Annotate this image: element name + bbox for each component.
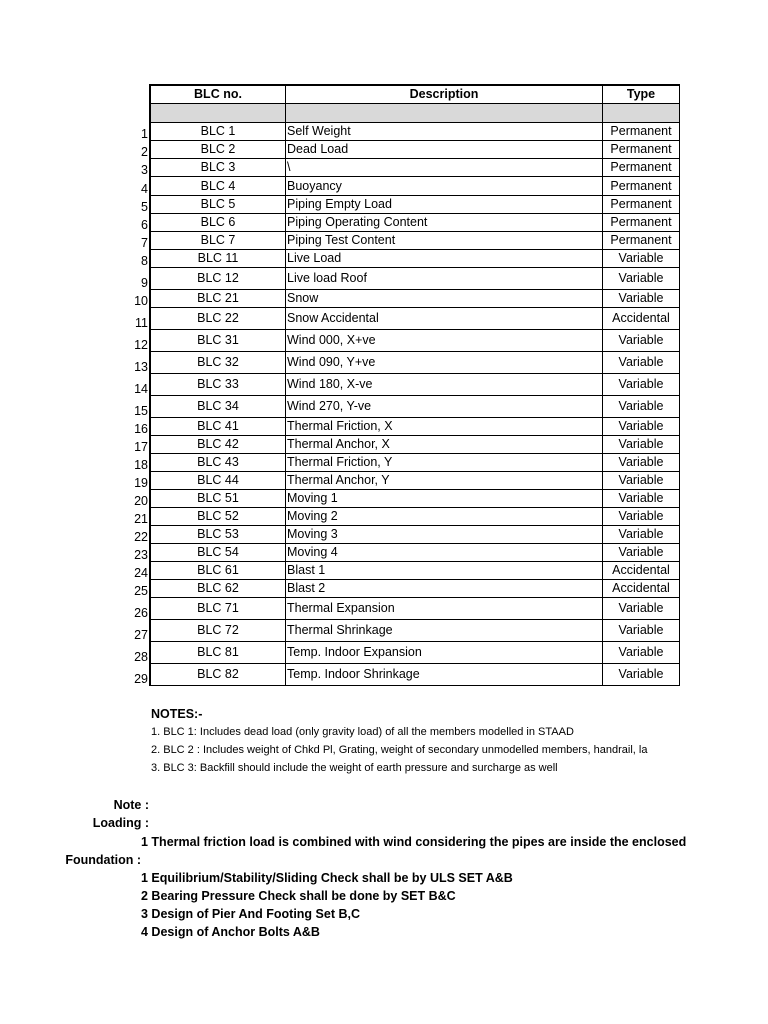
table-header-row [151, 86, 679, 104]
table-row [151, 598, 679, 620]
table-row [151, 250, 679, 268]
table-row [151, 526, 679, 544]
row-number: 9 [141, 276, 148, 290]
description-cell: Blast 2 [286, 580, 603, 597]
loading-label: Loading : [92, 816, 149, 830]
table-row [151, 454, 679, 472]
description-cell: \ [286, 159, 603, 176]
blc-no-cell: BLC 41 [151, 418, 286, 435]
foundation-item: 1 Equilibrium/Stability/Sliding Check shall be by ULS SET A&B [141, 871, 513, 885]
row-number: 21 [134, 512, 148, 526]
spacer-cell [603, 104, 679, 122]
note-line: 3. BLC 3: Backfill should include the weight of earth pressure and surcharge as well [151, 762, 558, 774]
row-number: 16 [134, 422, 148, 436]
description-cell: Wind 180, X-ve [286, 374, 603, 395]
type-cell: Variable [618, 509, 664, 524]
table-row [151, 580, 679, 598]
blc-no-cell: BLC 21 [151, 290, 286, 307]
table-row [151, 352, 679, 374]
table-row [151, 141, 679, 159]
type-cell: Variable [618, 399, 664, 414]
blc-no-cell: BLC 32 [151, 352, 286, 373]
description-cell: Wind 090, Y+ve [286, 352, 603, 373]
type-cell: Variable [618, 437, 664, 452]
type-cell: Variable [618, 333, 664, 348]
blc-no-cell: BLC 82 [151, 664, 286, 685]
table-row [151, 396, 679, 418]
table-row [151, 232, 679, 250]
blc-no-cell: BLC 61 [151, 562, 286, 579]
description-cell: Wind 000, X+ve [286, 330, 603, 351]
blc-no-cell: BLC 72 [151, 620, 286, 641]
blc-no-cell: BLC 22 [151, 308, 286, 329]
blc-no-cell: BLC 52 [151, 508, 286, 525]
table-row [151, 308, 679, 330]
table-row [151, 544, 679, 562]
row-number: 13 [134, 360, 148, 374]
type-cell: Permanent [610, 160, 672, 175]
blc-no-cell: BLC 4 [151, 177, 286, 195]
table-row [151, 159, 679, 177]
type-cell: Variable [618, 527, 664, 542]
table-row [151, 490, 679, 508]
table-row [151, 374, 679, 396]
blc-no-cell: BLC 42 [151, 436, 286, 453]
description-cell: Wind 270, Y-ve [286, 396, 603, 417]
row-number: 11 [135, 316, 148, 330]
type-cell: Permanent [610, 178, 672, 193]
row-number: 15 [134, 404, 148, 418]
blc-no-cell: BLC 33 [151, 374, 286, 395]
type-cell: Variable [618, 251, 664, 266]
blc-load-table [149, 84, 680, 686]
type-cell: Permanent [610, 215, 672, 230]
blc-no-cell: BLC 31 [151, 330, 286, 351]
table-row [151, 290, 679, 308]
description-cell: Thermal Expansion [286, 598, 603, 619]
type-cell: Accidental [612, 581, 670, 596]
table-row [151, 472, 679, 490]
header-type: Type [626, 87, 656, 102]
description-cell: Thermal Friction, X [286, 418, 603, 435]
table-row [151, 508, 679, 526]
header-description: Description [286, 86, 603, 103]
table-row [151, 620, 679, 642]
type-cell: Variable [618, 491, 664, 506]
row-number: 5 [141, 200, 148, 214]
note-line: 2. BLC 2 : Includes weight of Chkd Pl, Grating, weight of secondary unmodelled members, handrail, la [151, 744, 648, 756]
row-number: 24 [134, 566, 148, 580]
type-cell: Variable [618, 545, 664, 560]
row-number: 14 [134, 382, 148, 396]
row-number: 22 [134, 530, 148, 544]
description-cell: Thermal Anchor, Y [286, 472, 603, 489]
description-cell: Moving 2 [286, 508, 603, 525]
notes-list [151, 723, 691, 777]
description-cell: Self Weight [286, 123, 603, 140]
note-line: 1. BLC 1: Includes dead load (only gravity load) of all the members modelled in STAAD [151, 726, 574, 738]
row-number: 12 [134, 338, 148, 352]
type-cell: Permanent [610, 142, 672, 157]
table-row [151, 664, 679, 686]
type-cell: Variable [618, 623, 664, 638]
blc-no-cell: BLC 71 [151, 598, 286, 619]
note-label: Note : [113, 798, 149, 812]
description-cell: Snow [286, 290, 603, 307]
row-number: 3 [141, 163, 148, 177]
header-blc-no: BLC no. [151, 86, 286, 103]
row-number: 28 [134, 650, 148, 664]
type-cell: Variable [618, 667, 664, 682]
type-cell: Variable [618, 291, 664, 306]
description-cell: Dead Load [286, 141, 603, 158]
description-cell: Thermal Anchor, X [286, 436, 603, 453]
description-cell: Blast 1 [286, 562, 603, 579]
description-cell: Thermal Friction, Y [286, 454, 603, 471]
description-cell: Temp. Indoor Expansion [286, 642, 603, 663]
description-cell: Buoyancy [286, 177, 603, 195]
row-number: 7 [141, 236, 148, 250]
row-number: 4 [141, 182, 148, 196]
blc-no-cell: BLC 7 [151, 232, 286, 249]
table-spacer-row [151, 104, 679, 123]
type-cell: Variable [618, 355, 664, 370]
blc-no-cell: BLC 6 [151, 214, 286, 231]
description-cell: Moving 1 [286, 490, 603, 507]
row-number: 25 [134, 584, 148, 598]
row-number: 1 [141, 127, 148, 141]
description-cell: Piping Test Content [286, 232, 603, 249]
table-row [151, 196, 679, 214]
blc-no-cell: BLC 1 [151, 123, 286, 140]
spacer-cell [286, 104, 603, 122]
description-cell: Live Load [286, 250, 603, 267]
blc-no-cell: BLC 12 [151, 268, 286, 289]
table-row [151, 268, 679, 290]
description-cell: Moving 4 [286, 544, 603, 561]
row-number: 10 [134, 294, 148, 308]
foundation-item: 4 Design of Anchor Bolts A&B [141, 925, 320, 939]
table-row [151, 330, 679, 352]
blc-no-cell: BLC 54 [151, 544, 286, 561]
row-number: 23 [134, 548, 148, 562]
row-number: 20 [134, 494, 148, 508]
blc-no-cell: BLC 11 [151, 250, 286, 267]
blc-no-cell: BLC 44 [151, 472, 286, 489]
blc-no-cell: BLC 62 [151, 580, 286, 597]
type-cell: Variable [618, 419, 664, 434]
row-number: 6 [141, 218, 148, 232]
notes-section [151, 705, 691, 777]
blc-no-cell: BLC 5 [151, 196, 286, 213]
description-cell: Snow Accidental [286, 308, 603, 329]
spacer-cell [151, 104, 286, 122]
row-number: 26 [134, 606, 148, 620]
row-number: 19 [134, 476, 148, 490]
foundation-item: 2 Bearing Pressure Check shall be done by SET B&C [141, 889, 456, 903]
table-row [151, 123, 679, 141]
type-cell: Variable [618, 601, 664, 616]
description-cell: Piping Empty Load [286, 196, 603, 213]
foundation-item: 3 Design of Pier And Footing Set B,C [141, 907, 360, 921]
type-cell: Permanent [610, 124, 672, 139]
notes-title: NOTES:- [151, 707, 203, 721]
table-body [151, 123, 679, 686]
row-number: 17 [134, 440, 148, 454]
blc-no-cell: BLC 34 [151, 396, 286, 417]
blc-no-cell: BLC 51 [151, 490, 286, 507]
blc-no-cell: BLC 2 [151, 141, 286, 158]
description-cell: Thermal Shrinkage [286, 620, 603, 641]
blc-no-cell: BLC 3 [151, 159, 286, 176]
loading-item: 1 Thermal friction load is combined with wind considering the pipes are inside the enclosed [141, 835, 687, 849]
row-number: 27 [134, 628, 148, 642]
table-row [151, 642, 679, 664]
description-cell: Temp. Indoor Shrinkage [286, 664, 603, 685]
table-row [151, 418, 679, 436]
type-cell: Variable [618, 455, 664, 470]
description-cell: Live load Roof [286, 268, 603, 289]
row-number: 8 [141, 254, 148, 268]
table-row [151, 562, 679, 580]
type-cell: Permanent [610, 197, 672, 212]
type-cell: Permanent [610, 233, 672, 248]
type-cell: Accidental [612, 311, 670, 326]
description-cell: Piping Operating Content [286, 214, 603, 231]
type-cell: Variable [618, 377, 664, 392]
type-cell: Variable [618, 271, 664, 286]
foundation-label: Foundation : [65, 853, 141, 867]
type-cell: Variable [618, 473, 664, 488]
table-row [151, 177, 679, 196]
table-row [151, 214, 679, 232]
row-number: 2 [141, 145, 148, 159]
description-cell: Moving 3 [286, 526, 603, 543]
row-number: 18 [134, 458, 148, 472]
blc-no-cell: BLC 43 [151, 454, 286, 471]
blc-no-cell: BLC 53 [151, 526, 286, 543]
row-number: 29 [134, 672, 148, 686]
table-row [151, 436, 679, 454]
type-cell: Variable [618, 645, 664, 660]
blc-no-cell: BLC 81 [151, 642, 286, 663]
type-cell: Accidental [612, 563, 670, 578]
